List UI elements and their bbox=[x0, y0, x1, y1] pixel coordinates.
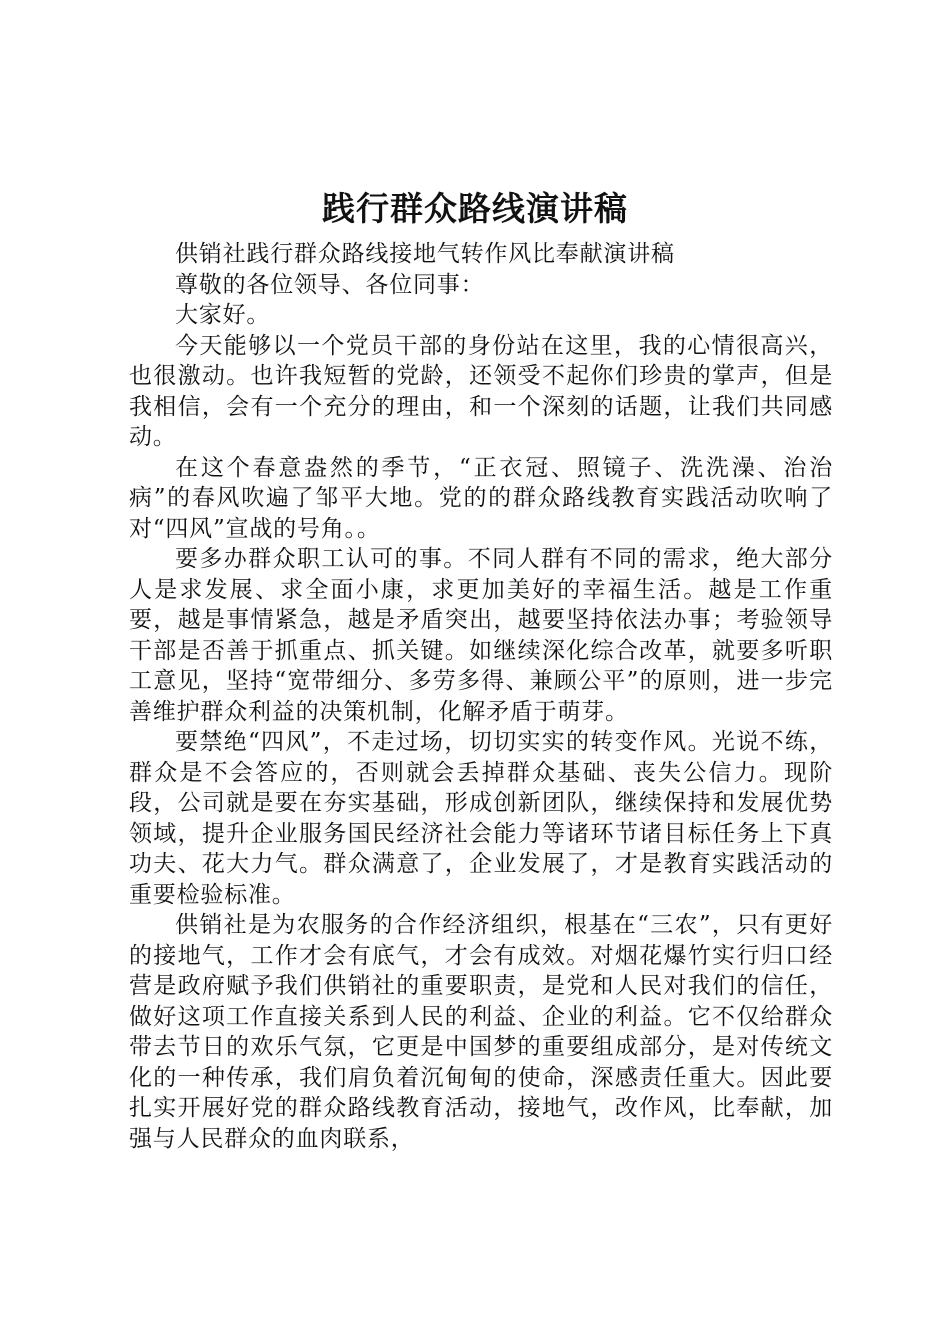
paragraph: 今天能够以一个党员干部的身份站在这里，我的心情很高兴，也很激动。也许我短暂的党龄，还领受不起你们珍贵的掌声，但是我相信，会有一个充分的理由，和一个深刻的话题，让我们共同感动。 bbox=[129, 332, 833, 450]
document-body bbox=[129, 239, 833, 1154]
paragraph: 供销社是为农服务的合作经济组织，根基在“三农”，只有更好的接地气，工作才会有底气，才会有成效。对烟花爆竹实行归口经营是政府赋予我们供销社的重要职责，是党和人民对我们的信任，做好这项工作直接关系到人民的利益、企业的利益。它不仅给群众带去节日的欢乐气氛，它更是中国梦的重要组成部分，是对传统文化的一种传承，我们肩负着沉甸甸的使命，深感责任重大。因此要扎实开展好党的群众路线教育活动，接地气，改作风，比奉献，加强与人民群众的血肉联系， bbox=[129, 912, 833, 1152]
paragraph: 要禁绝“四风”，不走过场，切切实实的转变作风。光说不练，群众是不会答应的，否则就会丢掉群众基础、丧失公信力。现阶段，公司就是要在夯实基础，形成创新团队，继续保持和发展优势领域，提升企业服务国民经济社会能力等诸环节诸目标任务上下真功夫、花大力气。群众满意了，企业发展了，才是教育实践活动的重要检验标准。 bbox=[129, 729, 833, 908]
paragraph: 要多办群众职工认可的事。不同人群有不同的需求，绝大部分人是求发展、求全面小康，求更加美好的幸福生活。越是工作重要，越是事情紧急，越是矛盾突出，越要坚持依法办事；考验领导干部是否善于抓重点、抓关键。如继续深化综合改革，就要多听职工意见，坚持“宽带细分、多劳多得、兼顾公平”的原则，进一步完善维护群众利益的决策机制，化解矛盾于萌芽。 bbox=[129, 546, 833, 725]
subtitle-line: 供销社践行群众路线接地气转作风比奉献演讲稿 bbox=[175, 241, 675, 267]
paragraph: 在这个春意盎然的季节，“正衣冠、照镜子、洗洗澡、治治病”的春风吹遍了邹平大地。党的的群众路线教育实践活动吹响了对“四风”宣战的号角。。 bbox=[129, 454, 833, 542]
greeting: 大家好。 bbox=[175, 302, 271, 328]
document-title: 践行群众路线演讲稿 bbox=[322, 189, 628, 228]
salutation: 尊敬的各位领导、各位同事： bbox=[175, 271, 485, 298]
